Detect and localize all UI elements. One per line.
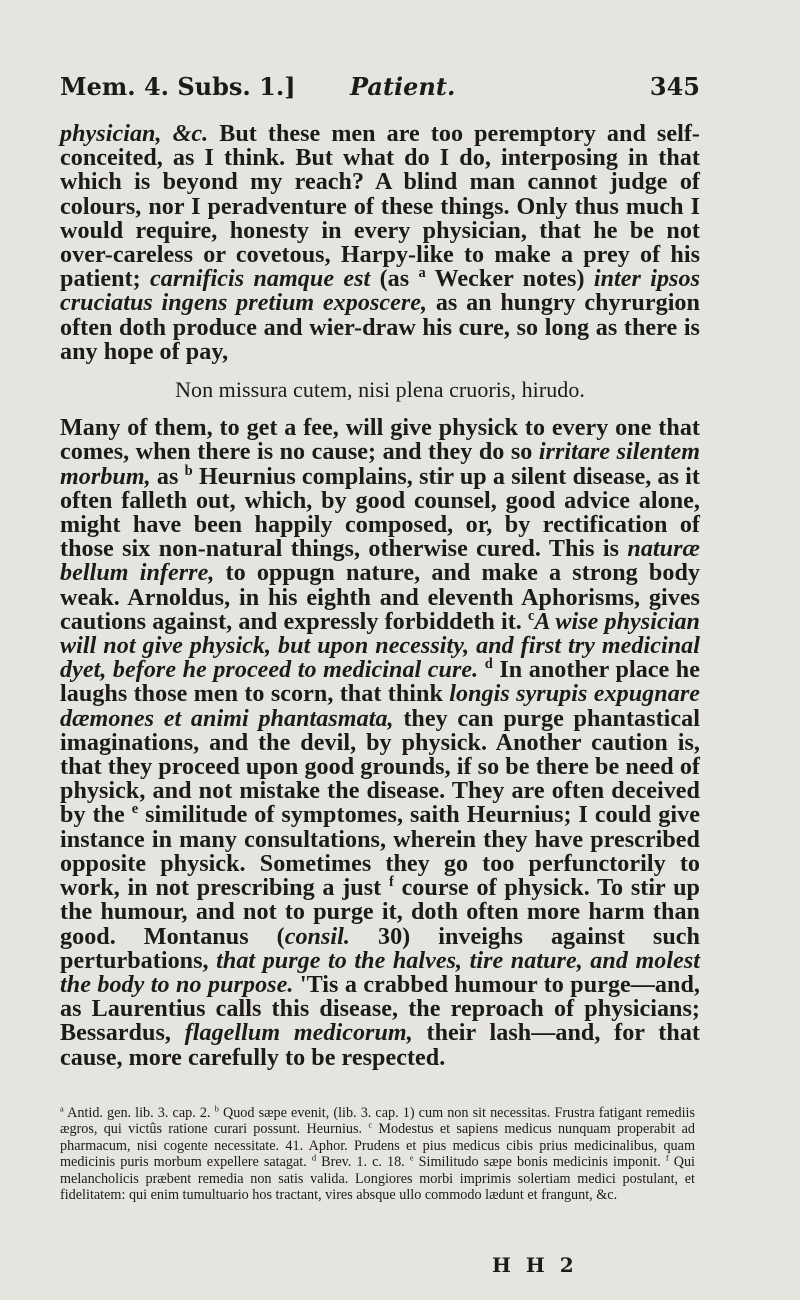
header-section-ref: Mem. 4. Subs. 1.] [60, 72, 296, 101]
text-run: But these men are too peremptory and self-conceited, as I think. But what do I do, interposing in that which is beyond my reach? A blind man cannot judge of colours, nor I peradventure of these things. Only thus much I would require, honesty in every physician, that he be not over-careless or covetous, Harpy-like to make a prey of his patient; [60, 121, 700, 293]
text-run: similitude of symptomes, saith Heurnius; I could give instance in many consultations, wherein they have prescribed opposite physick. Sometimes they go too perfunctorily to work, in not prescribing a just [60, 802, 700, 902]
italic-run: physician, &c. [60, 121, 209, 147]
text-run: Wecker notes) [425, 266, 594, 293]
footnotes [60, 1105, 695, 1203]
text-run: Antid. gen. lib. 3. cap. 2. [63, 1105, 215, 1121]
text-run: their lash—and, for that cause, more carefully to be respected. [60, 1020, 701, 1071]
text-run: as an hungry chyrurgion often doth produce and wier-draw his cure, so long as there is any hope of pay, [60, 290, 700, 365]
footnote-marker: d [484, 656, 493, 673]
footnote-marker: f [665, 1152, 669, 1163]
text-run: Quod sæpe evenit, (lib. 3. cap. 1) cum non sit necessitas. Frustra fatigant remediis ægros, qui victûs ratione curari possunt. Heurnius. [60, 1105, 696, 1138]
text-run: Similitudo sæpe bonis medicinis imponit. [413, 1154, 666, 1171]
running-header [60, 72, 700, 112]
italic-run: longis syrupis expugnare dæmones et animi phantasmata, [60, 681, 700, 732]
text-run: 'Tis a crabbed humour to purge—and, as Laurentius calls this disease, the reproach of physicians; Bessardus, [60, 971, 700, 1047]
italic-run: that purge to the halves, tire nature, and molest the body to no purpose. [60, 947, 700, 998]
footnote-marker: e [409, 1152, 414, 1163]
signature-mark: H H 2 [492, 1253, 578, 1277]
footnote-marker: b [184, 462, 193, 479]
header-title: Patient. [350, 72, 456, 101]
text-run: Heurnius complains, stir up a silent disease, as it often falleth out, which, by good counsel, good advice alone, might have been happily composed, or, by rectification of those six non-natural things, otherwise cured. This is [60, 463, 701, 563]
text-run: 30) inveighs against such perturbations, [60, 923, 700, 974]
italic-run: A wise physician will not give physick, but upon necessity, and first try medicinal dyet, before he proceed to medicinal cure. [60, 608, 701, 684]
text-run: Many of them, to get a fee, will give physick to every one that comes, when there is no cause; and they do so [60, 415, 700, 466]
footnote-marker: f [388, 874, 394, 891]
italic-run: irritare silentem morbum, [60, 439, 701, 490]
text-run: they can purge phantastical imaginations, and the devil, by physick. Another caution is, that they proceed upon good grounds, if so be there be need of physick, and not mistake the disease. They are often deceived by the [60, 705, 700, 829]
text-run: Brev. 1. c. 18. [316, 1154, 410, 1171]
italic-run: carnificis namque est [150, 266, 371, 293]
body-text [60, 122, 700, 1070]
text-run: In another place he laughs those men to scorn, that think [60, 657, 700, 708]
latin-verse: Non missura cutem, nisi plena cruoris, hirudo. [175, 377, 585, 403]
footnote-marker: e [131, 801, 139, 818]
footnote-text [60, 1105, 695, 1203]
italic-run: flagellum medicorum, [184, 1020, 413, 1047]
paragraph-1 [60, 122, 700, 364]
italic-run: inter ipsos cruciatus ingens pretium exposcere, [60, 266, 701, 317]
footnote-marker: d [311, 1152, 317, 1163]
text-run: course of physick. To stir up the humour, and not to purge it, doth often more harm than good. Montanus ( [60, 875, 700, 950]
footnote-marker: b [214, 1103, 219, 1114]
text-run: Modestus et sapiens medicus nunquam properabit ad pharmacum, nisi cogente necessitate. 41. Aphor. Prudens et pius medicus cibis prius medicinalibus, quam medicinis puris morbum expellere satagat. [60, 1121, 695, 1171]
footnote-marker: a [418, 265, 426, 282]
italic-run: naturæ bellum inferre, [60, 536, 700, 587]
footnote-marker: c [528, 607, 535, 624]
text-run: to oppugn nature, and make a strong body weak. Arnoldus, in his eighth and eleventh Aphorisms, gives cautions against, and expressly forbiddeth it. [60, 560, 700, 635]
text-run: (as [370, 266, 419, 293]
text-run: Qui melancholicis præbent remedia non satis valida. Longiores morbi imprimis solertiam medici postulant, et fidelitatem: qui enim tumultuario hos tractant, vires absque ullo commodo lædunt et frangunt, &c. [60, 1154, 695, 1204]
text-run: as [150, 463, 185, 490]
page-number: 345 [649, 72, 700, 101]
paragraph-2 [60, 416, 700, 1069]
italic-run: consil. [284, 923, 350, 950]
footnote-marker: a [60, 1103, 64, 1114]
footnote-marker: c [368, 1119, 373, 1130]
